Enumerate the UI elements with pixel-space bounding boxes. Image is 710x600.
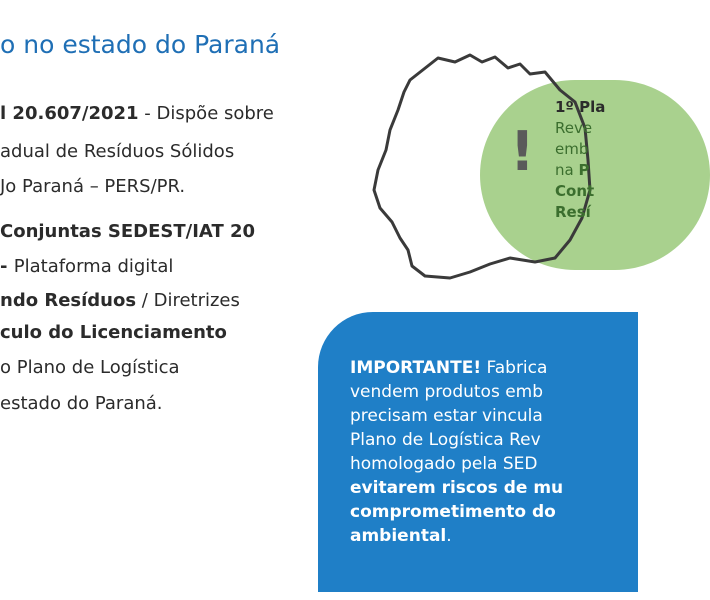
important-label: IMPORTANTE! <box>350 358 482 378</box>
important-text: IMPORTANTE! Fabrica vendem produtos emb precisam estar vincula Plano de Logística Rev homologado pela SED evitarem riscos de mu comprometimento do ambiental. <box>350 358 564 546</box>
text-line: estado do Paraná. <box>0 393 163 414</box>
text-line: - Plataforma digital <box>0 256 174 277</box>
law-line: l 20.607/2021 - Dispõe sobre <box>0 103 274 124</box>
text-line: adual de Resíduos Sólidos <box>0 141 235 162</box>
page-title: o no estado do Paraná <box>0 30 281 59</box>
text-line: ndo Resíduos / Diretrizes <box>0 290 240 311</box>
text-line: Jo Paraná – PERS/PR. <box>0 176 186 197</box>
text-line: o Plano de Logística <box>0 357 180 378</box>
callout-text: 1º Pla Reve emb na P Cont Resí <box>555 98 606 221</box>
text-line: culo do Licenciamento <box>0 322 227 343</box>
resolution-line: Conjuntas SEDEST/IAT 20 <box>0 221 256 242</box>
law-number: l 20.607/2021 <box>0 103 139 124</box>
exclamation-icon: ! <box>510 120 535 183</box>
